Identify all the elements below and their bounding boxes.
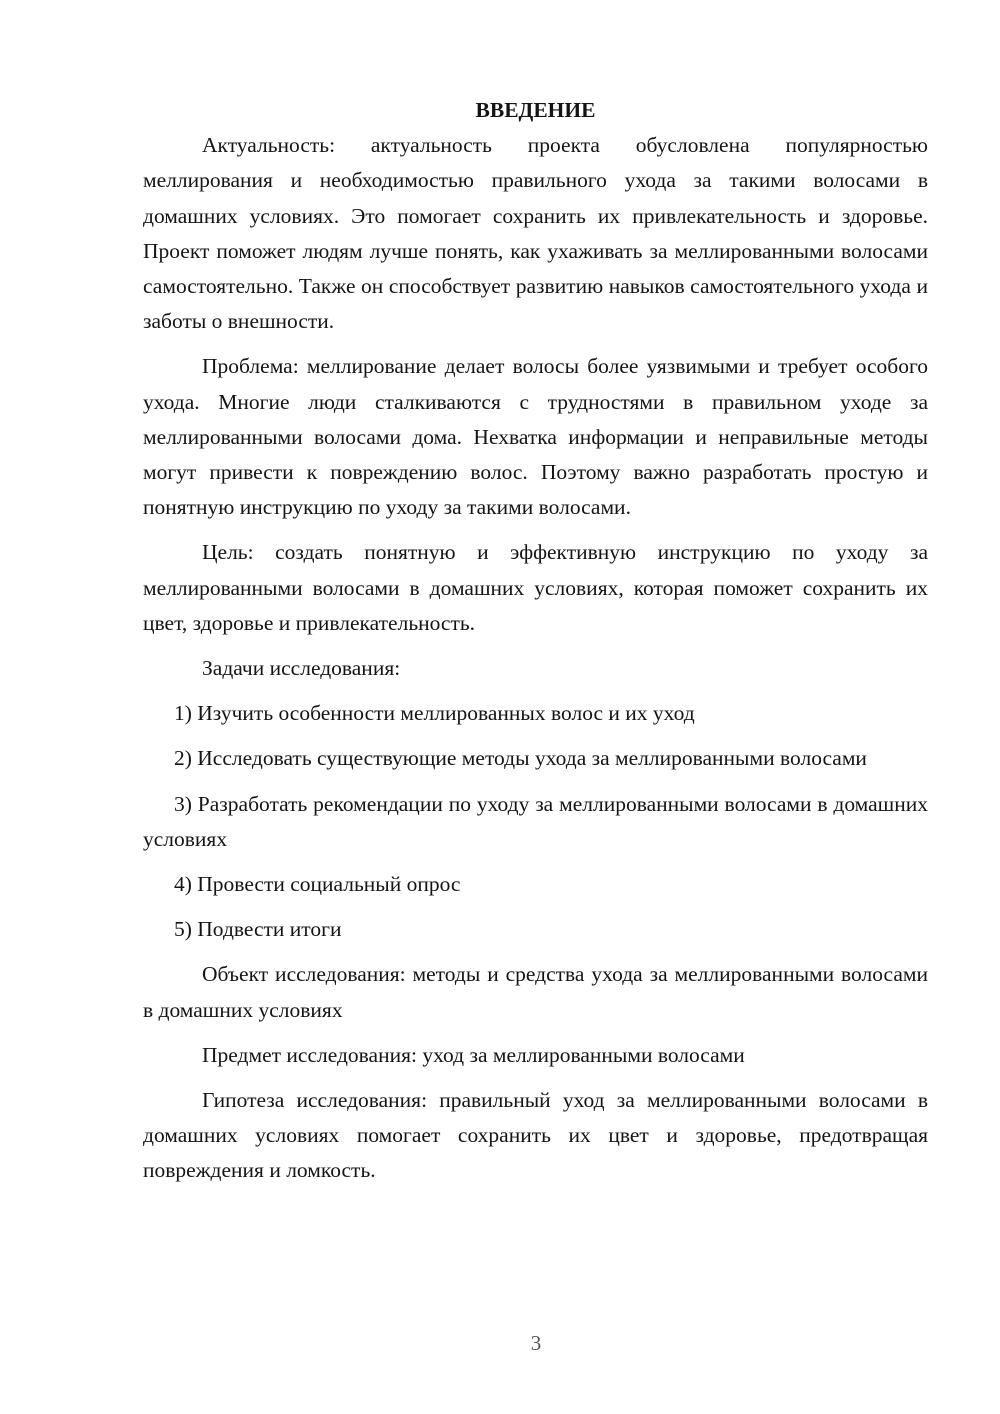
relevance-paragraph: Актуальность: актуальность проекта обусловлена популярностью меллирования и необходимостью правильного ухода за такими волосами в домашних условиях. Это помогает сохранить их привлекательность и здоровье. Проект поможет людям лучше понять, как ухаживать за меллированными волосами самостоятельно. Также он способствует развитию навыков самостоятельного ухода и заботы о внешности.: [143, 133, 928, 334]
task-item-1: 1) Изучить особенности меллированных волос и их уход: [174, 701, 695, 726]
object-paragraph: Объект исследования: методы и средства ухода за меллированными волосами в домашних условиях: [143, 962, 928, 1022]
hypothesis-paragraph: Гипотеза исследования: правильный уход за меллированными волосами в домашних условиях помогает сохранить их цвет и здоровье, предотвращая повреждения и ломкость.: [143, 1088, 928, 1183]
section-title: ВВЕДЕНИЕ: [475, 98, 596, 122]
problem-paragraph: Проблема: меллирование делает волосы более уязвимыми и требует особого ухода. Многие люди сталкиваются с трудностями в правильном уходе за меллированными волосами дома. Нехватка информации и неправильные методы могут привести к повреждению волос. Поэтому важно разработать простую и понятную инструкцию по уходу за такими волосами.: [143, 354, 928, 520]
goal-paragraph: Цель: создать понятную и эффективную инструкцию по уходу за меллированными волосами в домашних условиях, которая поможет сохранить их цвет, здоровье и привлекательность.: [143, 540, 928, 635]
task-item-3: 3) Разработать рекомендации по уходу за меллированными волосами в домашних условиях: [143, 791, 928, 851]
page-number: 3: [530, 1331, 542, 1355]
task-item-4: 4) Провести социальный опрос: [174, 872, 461, 897]
task-item-5: 5) Подвести итоги: [174, 917, 342, 942]
subject-paragraph: Предмет исследования: уход за меллированными волосами: [202, 1042, 745, 1067]
task-item-2: 2) Исследовать существующие методы ухода за меллированными волосами: [174, 746, 867, 771]
tasks-heading: Задачи исследования:: [202, 656, 401, 681]
page-content: [143, 93, 928, 1199]
